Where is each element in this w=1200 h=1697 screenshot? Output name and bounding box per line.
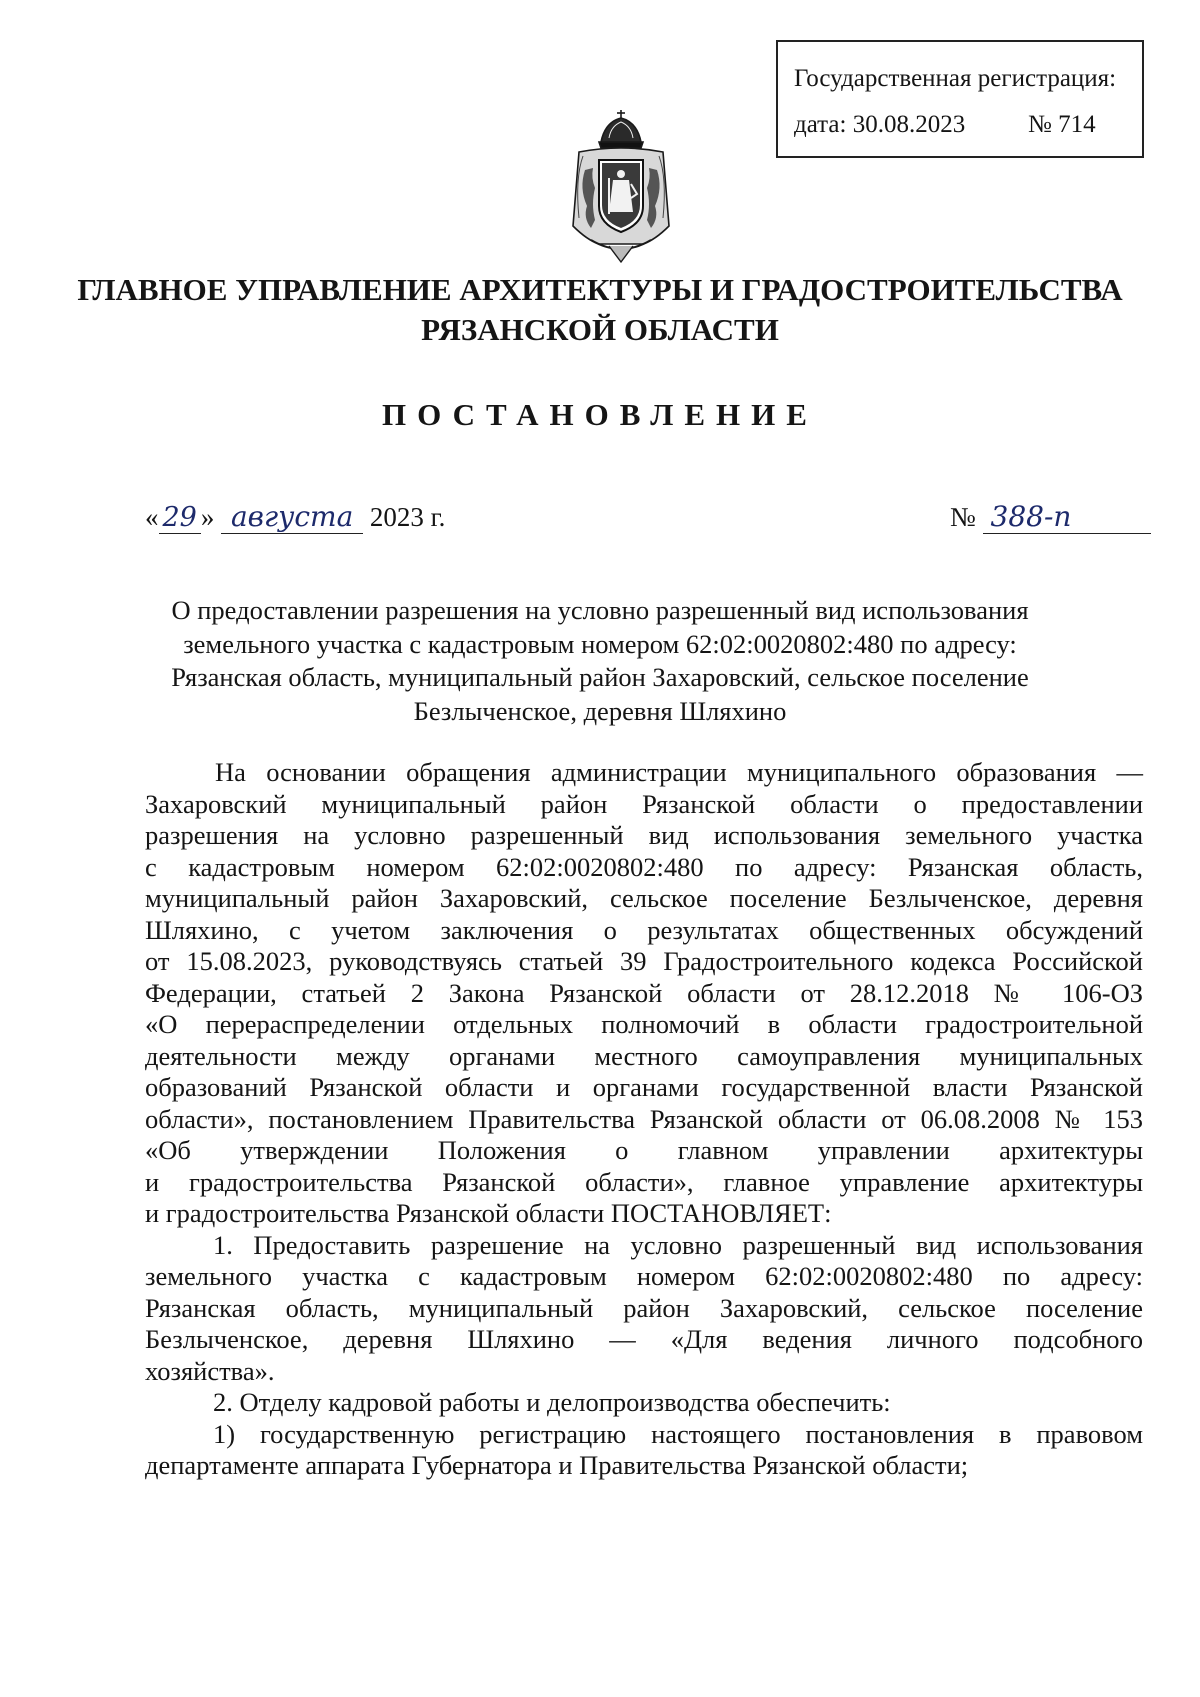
body-line: 1. Предоставить разрешение на условно разрешенный вид использования: [213, 1229, 1143, 1260]
body-line: 1) государственную регистрацию настоящего постановления в правовом: [213, 1418, 1143, 1449]
body-line: Безлыченское, деревня Шляхино — «Для ведения личного подсобного: [145, 1324, 1143, 1354]
registration-stamp: [776, 40, 1144, 158]
date-day: 29: [159, 502, 201, 534]
body-line: земельного участка с кадастровым номером 62:02:0020802:480 по адресу:: [145, 1261, 1143, 1291]
date-open-quote: «: [145, 502, 159, 532]
subject-line: земельного участка с кадастровым номером 62:02:0020802:480 по адресу:: [183, 628, 1017, 659]
document-body: [145, 757, 1143, 1482]
subject-line: Рязанская область, муниципальный район Захаровский, сельское поселение: [171, 662, 1029, 692]
organization-name: [0, 270, 1200, 350]
date-close-quote: »: [200, 502, 215, 532]
date-year: 2023 г.: [369, 502, 446, 532]
body-line: области», постановлением Правительства Рязанской области от 06.08.2008 № 153: [145, 1103, 1143, 1134]
resolution-number: [950, 500, 1151, 534]
document-subject: [0, 594, 1200, 728]
body-line: и градостроительства Рязанской области», главное управление архитектуры: [145, 1166, 1143, 1197]
body-line: муниципальный район Захаровский, сельское поселение Безлыченское, деревня: [145, 883, 1143, 913]
body-line: образований Рязанской области и органами государственной власти Рязанской: [145, 1072, 1143, 1102]
body-line: от 15.08.2023, руководствуясь статьей 39 Градостроительного кодекса Российской: [145, 946, 1143, 976]
number-value: 388-п: [983, 500, 1151, 534]
body-line: «О перераспределении отдельных полномочий в области градостроительной: [145, 1009, 1143, 1039]
registration-title: Государственная регистрация:: [794, 65, 1117, 92]
document-type-title: ПОСТАНОВЛЕНИЕ: [382, 397, 818, 432]
body-line: Рязанская область, муниципальный район Захаровский, сельское поселение: [145, 1292, 1143, 1323]
subject-line: Безлыченское, деревня Шляхино: [413, 695, 787, 726]
organization-name-line: РЯЗАНСКОЙ ОБЛАСТИ: [421, 312, 779, 347]
subject-line: О предоставлении разрешения на условно разрешенный вид использования: [171, 595, 1029, 625]
number-label: №: [950, 502, 976, 532]
registration-date: дата: 30.08.2023: [794, 111, 966, 138]
body-line: и градостроительства Рязанской области ПОСТАНОВЛЯЕТ:: [145, 1198, 832, 1228]
body-line: Захаровский муниципальный район Рязанской области о предоставлении: [145, 788, 1143, 819]
body-line: На основании обращения администрации муниципального образования —: [215, 757, 1143, 787]
resolution-date: [145, 500, 445, 534]
organization-name-line: ГЛАВНОЕ УПРАВЛЕНИЕ АРХИТЕКТУРЫ И ГРАДОСТРОИТЕЛЬСТВА: [77, 272, 1123, 307]
body-line: с кадастровым номером 62:02:0020802:480 по адресу: Рязанская область,: [145, 851, 1143, 882]
body-line: Федерации, статьей 2 Закона Рязанской области от 28.12.2018 № 106-ОЗ: [145, 977, 1143, 1008]
date-month: августа: [221, 500, 363, 534]
body-line: «Об утверждении Положения о главном управлении архитектуры: [145, 1135, 1143, 1165]
body-line: департаменте аппарата Губернатора и Правительства Рязанской области;: [145, 1450, 969, 1480]
body-line: деятельности между органами местного самоуправления муниципальных: [145, 1040, 1143, 1071]
body-line: хозяйства».: [145, 1355, 275, 1386]
body-line: Шляхино, с учетом заключения о результатах общественных обсуждений: [145, 914, 1143, 945]
body-line: 2. Отделу кадровой работы и делопроизводства обеспечить:: [213, 1387, 891, 1417]
registration-number: № 714: [1028, 111, 1096, 138]
ryazan-coat-of-arms-icon: [565, 108, 677, 264]
body-line: разрешения на условно разрешенный вид использования земельного участка: [145, 820, 1143, 850]
